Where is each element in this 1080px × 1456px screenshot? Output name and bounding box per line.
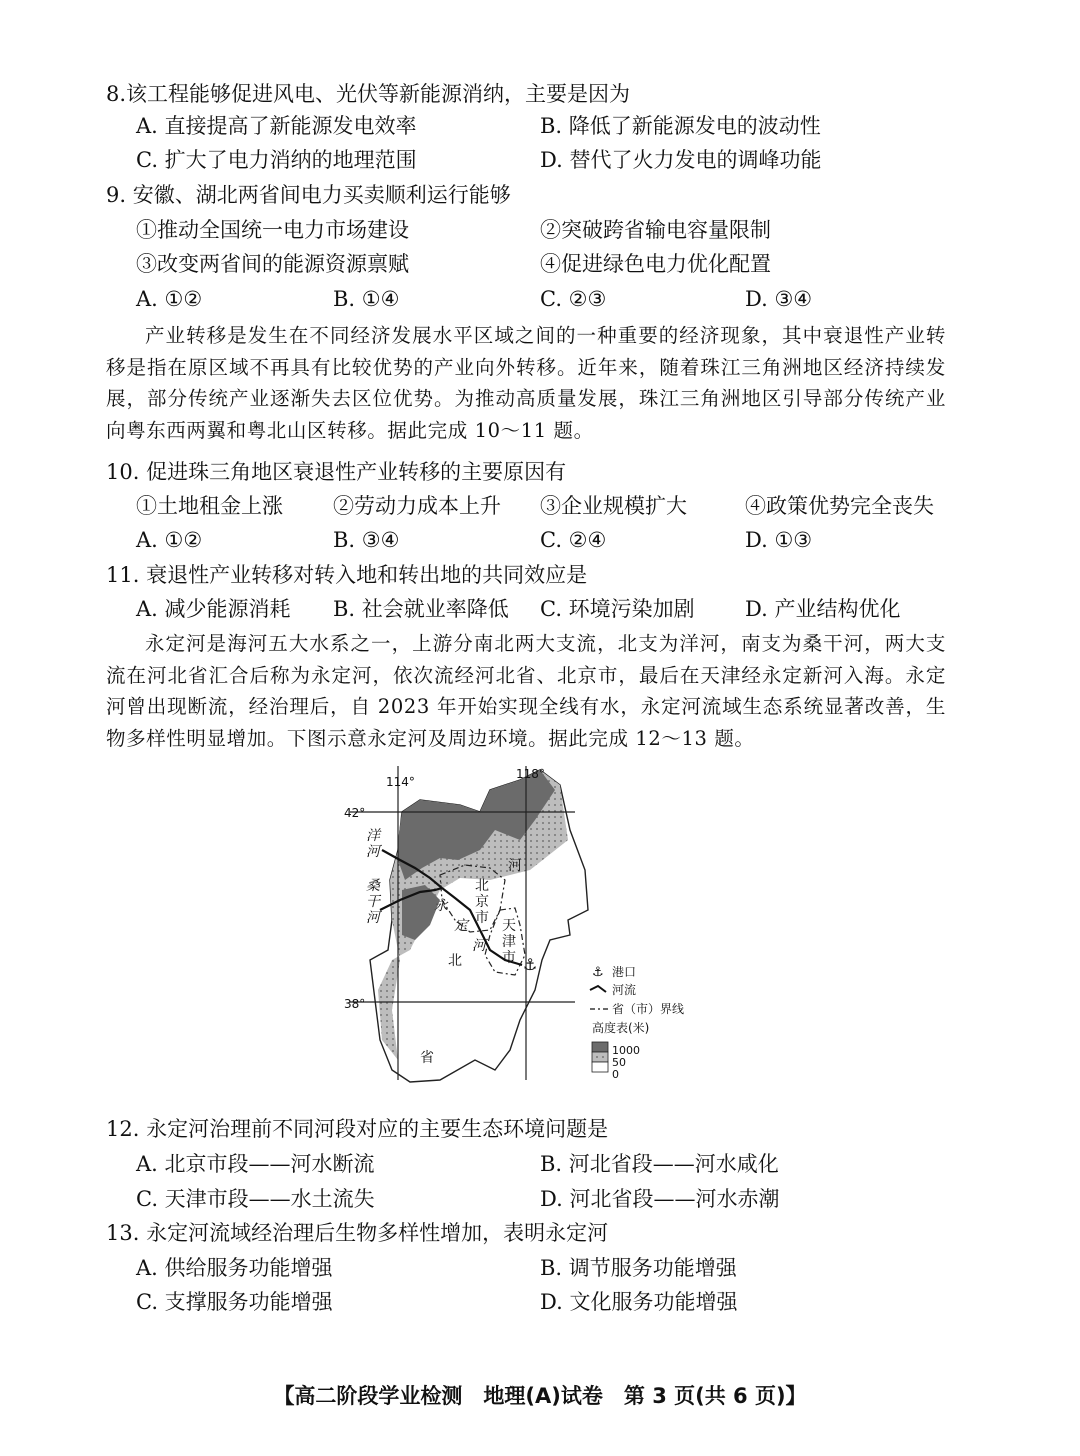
passage-industry-transfer: 产业转移是发生在不同经济发展水平区域之间的一种重要的经济现象，其中衰退性产业转移是指在原区域不再具有比较优势的产业向外转移。近年来，随着珠江三角洲地区经济持续发展，部分传统产业逐渐失去区位优势。为推动高质量发展，珠江三角洲地区引导部分传统产业向粤东西两翼和粤北山区转移。据此完成 10～11 题。 — [106, 324, 946, 442]
q12-stem: 12. 永定河治理前不同河段对应的主要生态环境问题是 — [106, 1117, 609, 1141]
q8-option-a: A. 直接提高了新能源发电效率 — [136, 114, 417, 138]
q10-item-3: ③企业规模扩大 — [540, 494, 687, 518]
q11-option-a: A. 减少能源消耗 — [136, 597, 291, 621]
q13-option-c: C. 支撑服务功能增强 — [136, 1290, 333, 1314]
beijing-label-3: 市 — [475, 910, 489, 926]
lat-38-label: 38° — [344, 997, 366, 1011]
q8-option-c: C. 扩大了电力消纳的地理范围 — [136, 148, 417, 172]
q11-stem: 11. 衰退性产业转移对转入地和转出地的共同效应是 — [106, 563, 588, 587]
q12-option-a: A. 北京市段——河水断流 — [136, 1152, 375, 1176]
hebei-label-2: 北 — [448, 953, 462, 969]
q11-option-c: C. 环境污染加剧 — [540, 597, 695, 621]
legend-height-title: 高度表(米) — [592, 1021, 650, 1035]
tianjin-label-3: 市 — [502, 950, 516, 966]
legend-border-label: 省（市）界线 — [612, 1002, 685, 1016]
q8-stem: 8.该工程能够促进风电、光伏等新能源消纳，主要是因为 — [106, 82, 631, 106]
q12-option-d: D. 河北省段——河水赤潮 — [540, 1187, 780, 1211]
q9-stem: 9. 安徽、湖北两省间电力买卖顺利运行能够 — [106, 183, 511, 207]
q9-item-1: ①推动全国统一电力市场建设 — [136, 218, 409, 242]
yongding-label-3: 河 — [472, 938, 486, 954]
q10-item-2: ②劳动力成本上升 — [333, 494, 501, 518]
lon-114-label: 114° — [386, 775, 415, 789]
yongding-label-2: 定 — [454, 918, 468, 934]
yang-he-label-2: 河 — [366, 844, 380, 860]
yongding-label-1: 永 — [434, 898, 448, 914]
q13-option-a: A. 供给服务功能增强 — [136, 1256, 333, 1280]
q12-option-b: B. 河北省段——河水咸化 — [540, 1152, 779, 1176]
page-footer: 【高二阶段学业检测 地理(A)试卷 第 3 页(共 6 页)】 — [273, 1384, 807, 1408]
tianjin-label-2: 津 — [502, 934, 516, 950]
yongding-river-map — [330, 760, 750, 1105]
q10-option-b: B. ③④ — [333, 528, 400, 552]
q9-item-2: ②突破跨省输电容量限制 — [540, 218, 771, 242]
q9-item-3: ③改变两省间的能源资源禀赋 — [136, 252, 409, 276]
q13-stem: 13. 永定河流域经治理后生物多样性增加，表明永定河 — [106, 1221, 609, 1245]
beijing-label-1: 北 — [475, 878, 489, 894]
q9-item-4: ④促进绿色电力优化配置 — [540, 252, 771, 276]
hebei-label-3: 省 — [420, 1050, 434, 1066]
yang-he-label-1: 洋 — [366, 828, 380, 844]
legend-low-swatch — [592, 1062, 608, 1072]
legend-50-label: 50 — [612, 1056, 626, 1069]
q10-item-4: ④政策优势完全丧失 — [745, 494, 934, 518]
q10-item-1: ①土地租金上涨 — [136, 494, 283, 518]
q9-option-b: B. ①④ — [333, 287, 400, 311]
q10-stem: 10. 促进珠三角地区衰退性产业转移的主要原因有 — [106, 460, 567, 484]
tianjin-label-1: 天 — [502, 918, 516, 934]
beijing-label-2: 京 — [475, 894, 489, 910]
q9-option-c: C. ②③ — [540, 287, 607, 311]
passage-yongding-river: 永定河是海河五大水系之一，上游分南北两大支流，北支为洋河，南支为桑干河，两大支流在河北省汇合后称为永定河，依次流经河北省、北京市，最后在天津经永定新河入海。永定河曾出现断流，经治理后，自 2023 年开始实现全线有水，永定河流域生态系统显著改善，生物多样性明显增加。下图示意永定河及周边环境。据此完成 12～13 题。 — [106, 632, 946, 750]
legend-mid-swatch — [592, 1052, 608, 1062]
sanggan-label-1: 桑 — [366, 878, 380, 894]
q13-option-d: D. 文化服务功能增强 — [540, 1290, 738, 1314]
q10-option-c: C. ②④ — [540, 528, 607, 552]
q12-option-c: C. 天津市段——水土流失 — [136, 1187, 375, 1211]
q11-option-b: B. 社会就业率降低 — [333, 597, 509, 621]
q10-option-d: D. ①③ — [745, 528, 813, 552]
legend-0-label: 0 — [612, 1068, 619, 1081]
lat-42-label: 42° — [344, 806, 366, 820]
q10-option-a: A. ①② — [136, 528, 203, 552]
q9-option-a: A. ①② — [136, 287, 203, 311]
q8-option-d: D. 替代了火力发电的调峰功能 — [540, 148, 822, 172]
legend-river-symbol — [590, 986, 606, 992]
sanggan-label-3: 河 — [366, 910, 380, 926]
q8-option-b: B. 降低了新能源发电的波动性 — [540, 114, 821, 138]
lon-118-label: 118° — [516, 767, 545, 781]
legend-river-label: 河流 — [612, 983, 637, 997]
hebei-label-1: 河 — [508, 858, 522, 874]
port-icon: ⚓ — [523, 955, 538, 974]
q11-option-d: D. 产业结构优化 — [745, 597, 901, 621]
legend-port-icon: ⚓ — [592, 965, 604, 980]
legend-1000-label: 1000 — [612, 1044, 640, 1057]
q13-option-b: B. 调节服务功能增强 — [540, 1256, 737, 1280]
legend-port-label: 港口 — [612, 965, 637, 979]
map-legend — [590, 964, 684, 1081]
q9-option-d: D. ③④ — [745, 287, 813, 311]
legend-high-swatch — [592, 1042, 608, 1052]
sanggan-label-2: 干 — [366, 894, 380, 910]
